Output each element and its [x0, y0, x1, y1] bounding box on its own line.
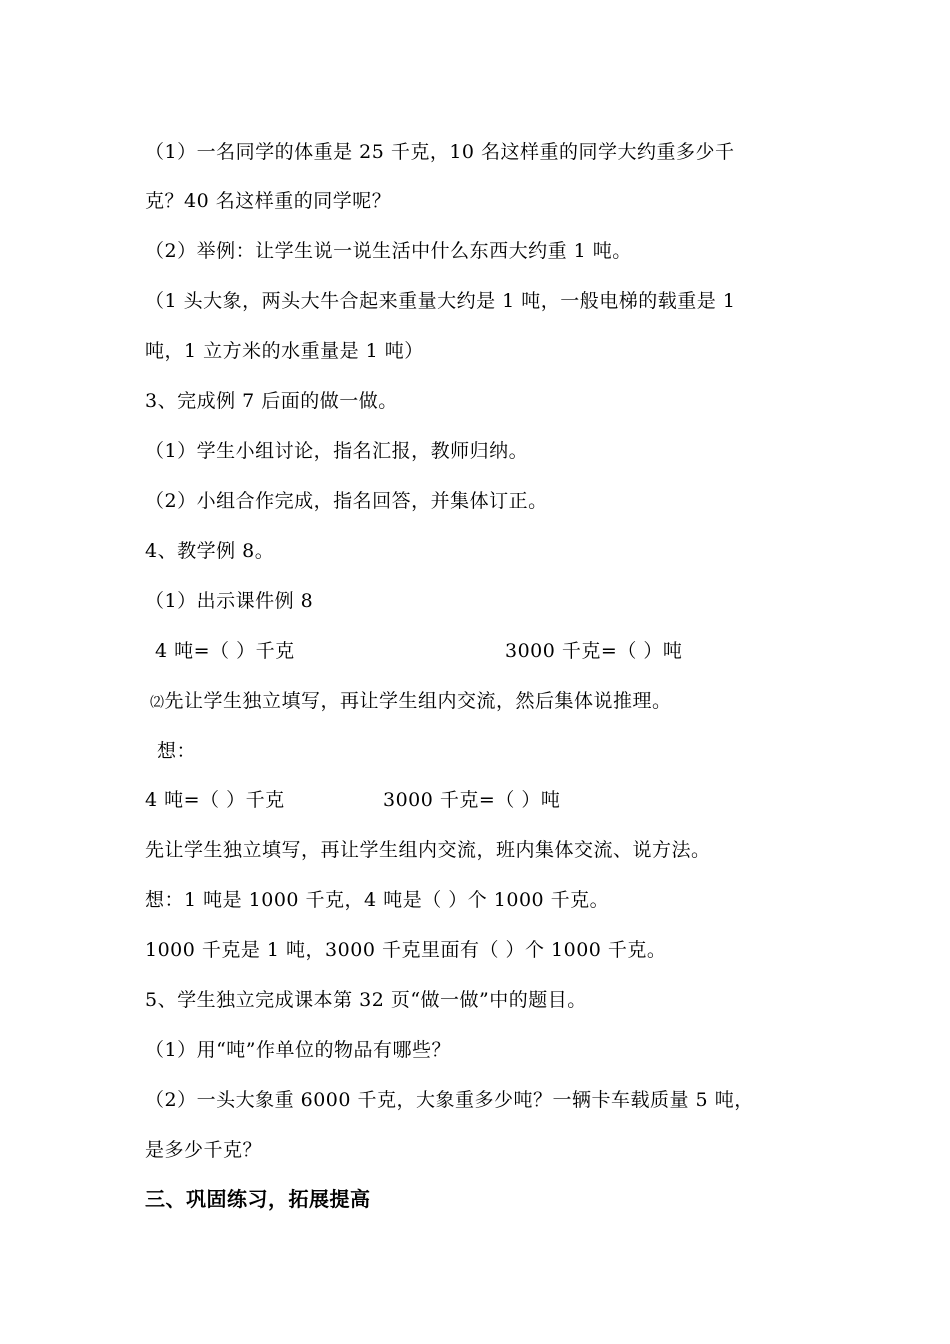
section-heading: 三、巩固练习，拓展提高 — [145, 1187, 371, 1211]
text-line-5: 吨，1 立方米的水重量是 1 吨） — [145, 340, 424, 362]
text-line-6: 3、完成例 7 后面的做一做。 — [145, 390, 398, 412]
text-line-7: （1）学生小组讨论，指名汇报，教师归纳。 — [145, 440, 529, 462]
text-line-10: （1）出示课件例 8 — [145, 590, 314, 612]
step2-line — [150, 688, 672, 716]
example-row2-right: 3000 千克=（ ）吨 — [383, 789, 561, 811]
text-line-14: 5、学生独立完成课本第 32 页“做一做”中的题目。 — [145, 989, 587, 1011]
step2-text: 先让学生独立填写，再让学生组内交流，然后集体说推理。 — [164, 690, 672, 712]
text-line-12: 想：1 吨是 1000 千克，4 吨是（ ）个 1000 千克。 — [145, 889, 610, 911]
text-line-2: 克？40 名这样重的同学呢？ — [145, 190, 392, 212]
text-line-17: 是多少千克？ — [145, 1139, 263, 1161]
text-line-13: 1000 千克是 1 吨，3000 千克里面有（ ）个 1000 千克。 — [145, 939, 667, 961]
step2-marker: ⑵ — [150, 695, 165, 711]
text-line-11: 先让学生独立填写，再让学生组内交流，班内集体交流、说方法。 — [145, 839, 711, 861]
example-row-left: 4 吨=（ ）千克 — [155, 640, 295, 662]
text-line-15: （1）用“吨”作单位的物品有哪些？ — [145, 1039, 452, 1061]
example-row-right: 3000 千克=（ ）吨 — [505, 640, 683, 662]
text-line-1: （1）一名同学的体重是 25 千克，10 名这样重的同学大约重多少千 — [145, 141, 735, 163]
think-label: 想： — [157, 740, 197, 762]
text-line-16: （2）一头大象重 6000 千克，大象重多少吨？一辆卡车载质量 5 吨， — [145, 1089, 754, 1111]
text-line-3: （2）举例：让学生说一说生活中什么东西大约重 1 吨。 — [145, 240, 632, 262]
example-row2-left: 4 吨=（ ）千克 — [145, 789, 285, 811]
text-line-8: （2）小组合作完成，指名回答，并集体订正。 — [145, 490, 548, 512]
text-line-9: 4、教学例 8。 — [145, 540, 275, 562]
text-line-4: （1 头大象，两头大牛合起来重量大约是 1 吨，一般电梯的载重是 1 — [145, 290, 736, 312]
